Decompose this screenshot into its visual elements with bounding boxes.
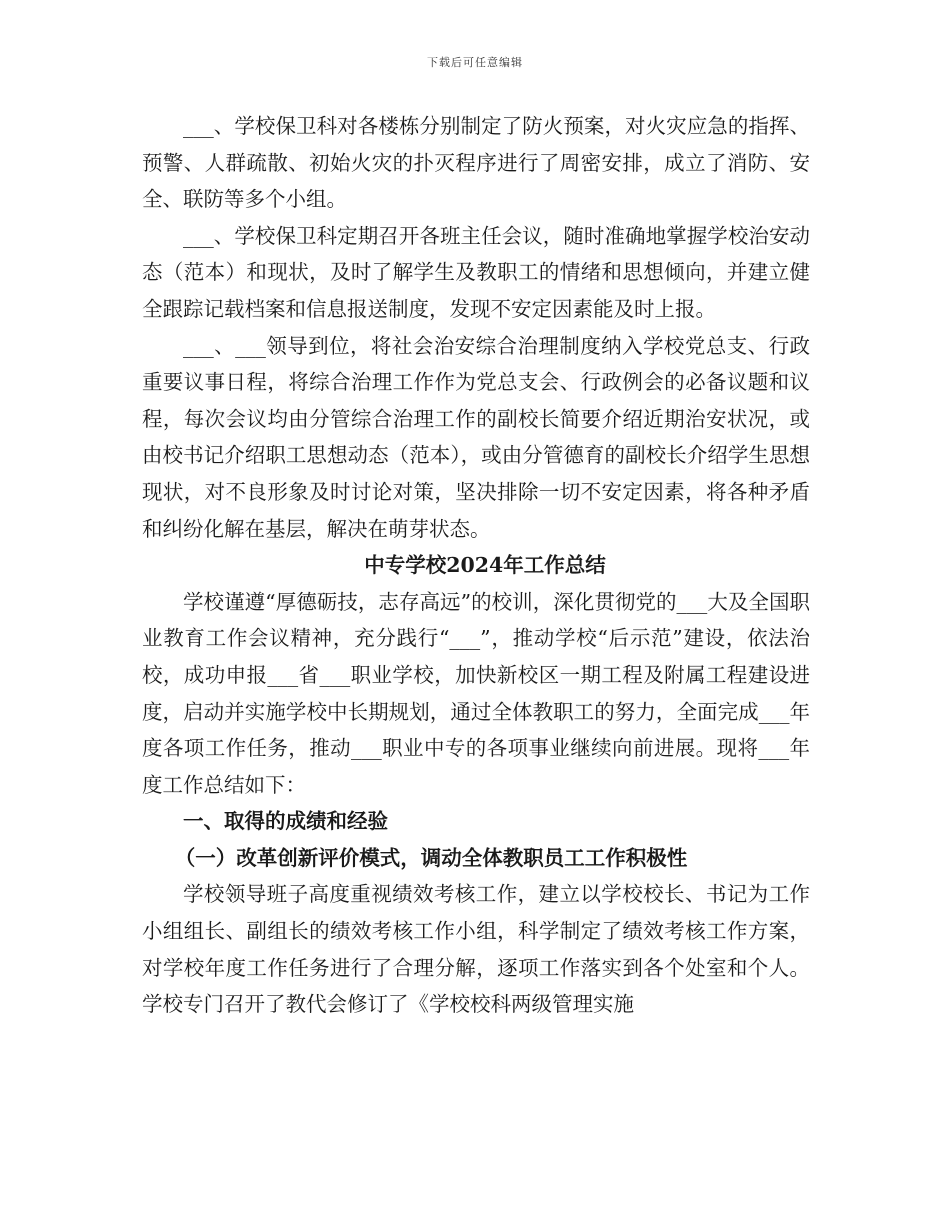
document-body [142,108,810,1023]
paragraph-security-meeting: ___、学校保卫科定期召开各班主任会议，随时准确地掌握学校治安动态（范本）和现状，及时了解学生及教职工的情绪和思想倾向，并建立健全跟踪记载档案和信息报送制度，发现不安定因素能及时上报。 [142,223,810,321]
section-heading: 一、取得的成绩和经验 [183,809,388,834]
paragraph-performance: 学校领导班子高度重视绩效考核工作，建立以学校校长、书记为工作小组组长、副组长的绩效考核工作小组，科学制定了绩效考核工作方案，对学校年度工作任务进行了合理分解，逐项工作落实到各个处室和个人。学校专门召开了教代会修订了《学校校科两级管理实施 [142,882,810,1017]
paragraph-fire-plan: ___、学校保卫科对各楼栋分别制定了防火预案，对火灾应急的指挥、预警、人群疏散、初始火灾的扑灭程序进行了周密安排，成立了消防、安全、联防等多个小组。 [142,114,810,212]
subsection-heading: （一）改革创新评价模式，调动全体教职员工工作积极性 [174,845,688,870]
paragraph-intro: 学校谨遵“厚德砺技，志存高远”的校训，深化贯彻党的___大及全国职业教育工作会议精神，充分践行“___”，推动学校“后示范”建设，依法治校，成功申报___省___职业学校，加快新校区一期工程及附属工程建设进度，启动并实施学校中长期规划，通过全体教职工的努力，全面完成___年度各项工作任务，推动___职业中专的各项事业继续向前进展。现将___年度工作总结如下： [142,589,810,797]
paragraph-leadership: ___、___领导到位，将社会治安综合治理制度纳入学校党总支、行政重要议事日程，将综合治理工作作为党总支会、行政例会的必备议题和议程，每次会议均由分管综合治理工作的副校长简要介绍近期治安状况，或由校书记介绍职工思想动态（范本），或由分管德育的副校长介绍学生思想现状，对不良形象及时讨论对策，坚决排除一切不安定因素，将各种矛盾和纠纷化解在基层，解决在萌芽状态。 [142,333,810,541]
page-header: 下载后可任意编辑 [427,56,523,69]
document-title: 中专学校2024年工作总结 [364,553,606,578]
